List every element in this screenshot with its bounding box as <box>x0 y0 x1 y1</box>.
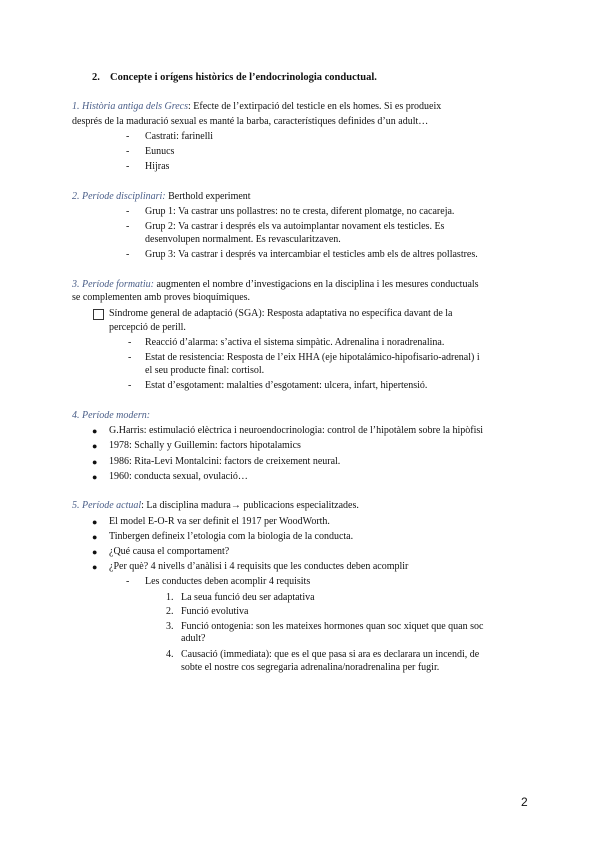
req-text: Funció ontogenia: son les mateixes hormones quan soc xiquet que quan soc <box>181 621 484 632</box>
list-item: G.Harris: estimulació elèctrica i neuroendocrinologia: control de l’hipotàlem sobre la hipòfisi <box>109 425 484 436</box>
section-1-text-1: : Efecte de l’extirpació del testicle en els homes. Si es produeix <box>188 101 442 112</box>
checkbox-icon <box>93 309 104 320</box>
list-item: Grup 2: Va castrar i després els va autoimplantar novament els testicles. Es <box>145 221 445 232</box>
dash-marker: - <box>126 249 130 260</box>
req-text: Funció evolutiva <box>181 606 249 617</box>
dash-marker: - <box>126 161 130 172</box>
list-item: El model E-O-R va ser definit el 1917 per WoodWorth. <box>109 516 330 527</box>
list-item-continuation: el seu producte final: cortisol. <box>145 365 265 376</box>
req-text: La seua funció deu ser adaptativa <box>181 592 315 603</box>
section-5-text: : La disciplina madura→ publicacions especialitzades. <box>141 500 359 511</box>
bullet-icon: ● <box>92 472 98 482</box>
list-item: 1960: conducta sexual, ovulació… <box>109 471 248 482</box>
dash-marker: - <box>126 576 130 587</box>
list-item: Castrati: farinelli <box>145 131 214 142</box>
bullet-icon: ● <box>92 426 98 436</box>
dash-marker: - <box>128 337 132 348</box>
section-1-line-1 <box>72 101 441 114</box>
list-item: 1986: Rita-Levi Montalcini: factors de creixement neural. <box>109 456 341 467</box>
section-5-line-1 <box>72 500 359 513</box>
section-3-text-1: augmenten el nombre d’investigacions en la disciplina i les mesures conductuals <box>153 279 479 290</box>
bullet-icon: ● <box>92 441 98 451</box>
list-item: Estat d’esgotament: malalties d’esgotament: ulcera, infart, hipertensió. <box>145 380 428 391</box>
list-item: ¿Per què? 4 nivells d’anàlisi i 4 requisits que les conductes deben acomplir <box>109 561 409 572</box>
page-title <box>92 72 377 85</box>
list-item: Grup 1: Va castrar uns pollastres: no te cresta, diferent plomatge, no cacareja. <box>145 206 455 217</box>
req-number: 1. <box>166 592 174 603</box>
list-item: 1978: Schally y Guillemin: factors hipotalamics <box>109 440 301 451</box>
list-item: Reacció d’alarma: s’activa el sistema simpàtic. Adrenalina i noradrenalina. <box>145 337 445 348</box>
section-3-line-1 <box>72 279 479 292</box>
dash-marker: - <box>126 146 130 157</box>
section-4-heading: 4. Període modern: <box>72 410 151 421</box>
bullet-icon: ● <box>92 532 98 542</box>
list-item: Grup 3: Va castrar i després va intercambiar el testicles amb els de altres pollastres. <box>145 249 478 260</box>
sga-line-1: Síndrome general de adaptació (SGA): Resposta adaptativa no específica davant de la <box>109 308 453 319</box>
bullet-icon: ● <box>92 562 98 572</box>
section-2-heading: 2. Període disciplinari: <box>72 191 166 202</box>
bullet-icon: ● <box>92 457 98 467</box>
list-item: Tinbergen defineix l’etologia com la biologia de la conducta. <box>109 531 354 542</box>
req-number: 4. <box>166 649 174 660</box>
dash-marker: - <box>128 352 132 363</box>
list-item-continuation: desenvolupen normalment. Es revascularitzaven. <box>145 234 341 245</box>
dash-marker: - <box>126 221 130 232</box>
bullet-icon: ● <box>92 517 98 527</box>
bullet-icon: ● <box>92 547 98 557</box>
req-text-continuation: sobte el nostre cos segregaria adrenalina/noradrenalina per fugir. <box>181 662 440 673</box>
section-5-heading: 5. Període actual <box>72 500 142 511</box>
section-3-heading: 3. Període formatiu: <box>72 279 154 290</box>
req-number: 3. <box>166 621 174 632</box>
sga-line-2: percepció de perill. <box>109 322 186 333</box>
section-1-line-2: després de la maduració sexual es manté la barba, característiques definides d’un adult… <box>72 116 429 127</box>
dash-marker: - <box>126 206 130 217</box>
list-item: ¿Qué causa el comportament? <box>109 546 230 557</box>
sub-list-heading: Les conductes deben acomplir 4 requisits <box>145 576 311 587</box>
section-1-heading: 1. Història antiga dels Grecs <box>72 101 189 112</box>
section-3-line-2: se complementen amb proves bioquímiques. <box>72 292 251 303</box>
list-item: Estat de resistencia: Resposta de l’eix HHA (eje hipotalámico-hipofisario-adrenal) i <box>145 352 480 363</box>
dash-marker: - <box>126 131 130 142</box>
list-item: Hijras <box>145 161 170 172</box>
title-number: 2. <box>92 72 100 83</box>
req-text-continuation: adult? <box>181 633 206 644</box>
list-item: Eunucs <box>145 146 175 157</box>
section-2-text: Berthold experiment <box>165 191 251 202</box>
title-text: Concepte i orígens històrics de l’endocrinologia conductual. <box>110 72 377 83</box>
dash-marker: - <box>128 380 132 391</box>
req-text: Causació (immediata): que es el que pasa si ara es declarara un incendi, de <box>181 649 480 660</box>
page-number: 2 <box>521 795 528 809</box>
req-number: 2. <box>166 606 174 617</box>
section-2-line-1 <box>72 191 251 204</box>
